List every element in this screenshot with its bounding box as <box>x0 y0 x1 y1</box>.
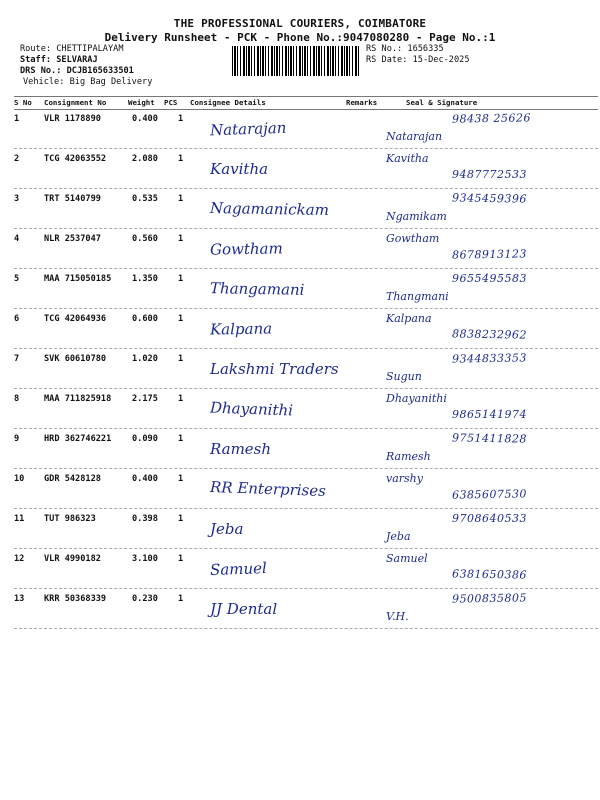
row-weight: 0.400 <box>132 474 158 484</box>
vehicle-value: Big Bag Delivery <box>69 77 153 87</box>
row-sno: 6 <box>14 314 20 324</box>
row-consignment: KRR 50368339 <box>44 594 107 604</box>
row-sno: 8 <box>14 394 20 404</box>
row-sno: 11 <box>14 514 25 524</box>
col-consignee: Consignee Details <box>190 98 266 107</box>
row-consignment: TCG 42064936 <box>44 314 107 324</box>
row-phone-handwritten: 6385607530 <box>451 487 528 502</box>
row-sno: 9 <box>14 434 20 444</box>
table-row <box>14 108 598 149</box>
rs-no-value: 1656335 <box>407 44 444 54</box>
row-pcs: 1 <box>178 394 184 404</box>
row-pcs: 1 <box>178 314 184 324</box>
row-weight: 2.080 <box>132 154 158 164</box>
row-weight: 0.535 <box>132 194 158 204</box>
row-consignment: TRT 5140799 <box>44 194 101 204</box>
rs-date-value: 15-Dec-2025 <box>412 55 470 65</box>
row-pcs: 1 <box>178 234 184 244</box>
col-pcs: PCS <box>164 98 178 107</box>
runsheet-subtitle: Delivery Runsheet - PCK - Phone No.:9047080280 - Page No.:1 <box>104 31 496 44</box>
row-phone-handwritten: 9865141974 <box>452 408 527 421</box>
row-pcs: 1 <box>178 514 184 524</box>
row-pcs: 1 <box>178 594 184 604</box>
row-weight: 0.090 <box>132 434 158 444</box>
row-consignment: VLR 1178890 <box>44 114 101 124</box>
row-pcs: 1 <box>178 154 184 164</box>
row-consignment: MAA 715050185 <box>44 274 112 284</box>
company-title: THE PROFESSIONAL COURIERS, COIMBATORE <box>173 17 427 30</box>
row-weight: 0.398 <box>132 514 158 524</box>
row-signature: Samuel <box>386 552 428 565</box>
table-row <box>14 308 598 349</box>
meta-right <box>366 44 470 66</box>
row-phone-handwritten: 8838232962 <box>451 327 528 342</box>
table-row <box>14 508 598 549</box>
row-signature: Dhayanithi <box>386 392 447 405</box>
row-weight: 1.350 <box>132 274 158 284</box>
table-row <box>14 428 598 469</box>
row-pcs: 1 <box>178 474 184 484</box>
row-phone-handwritten: 9487772533 <box>452 168 527 181</box>
row-consignee-handwritten: Kavitha <box>210 160 269 178</box>
row-signature: Gowtham <box>386 232 440 245</box>
row-weight: 0.600 <box>132 314 158 324</box>
route-value: CHETTIPALAYAM <box>56 44 124 54</box>
row-phone-handwritten: 9751411828 <box>451 431 528 446</box>
row-consignee-handwritten: Lakshmi Traders <box>210 360 339 378</box>
row-signature: Thangmani <box>386 290 449 303</box>
row-sno: 13 <box>14 594 25 604</box>
table-row <box>14 588 598 629</box>
row-phone-handwritten: 9708640533 <box>452 512 527 525</box>
row-signature: varshy <box>386 472 423 485</box>
row-consignee-handwritten: Jeba <box>210 520 244 538</box>
drs-value: DCJB165633501 <box>66 66 134 76</box>
row-sno: 12 <box>14 554 25 564</box>
staff-value: SELVARAJ <box>56 55 98 65</box>
row-consignment: GDR 5428128 <box>44 474 101 484</box>
row-weight: 0.400 <box>132 114 158 124</box>
row-consignment: NLR 2537047 <box>44 234 101 244</box>
table-row <box>14 188 598 229</box>
table-row <box>14 148 598 189</box>
barcode <box>232 46 360 76</box>
row-signature: Kavitha <box>386 152 429 165</box>
row-consignee-handwritten: Ramesh <box>210 440 272 458</box>
table-row <box>14 348 598 389</box>
row-weight: 2.175 <box>132 394 158 404</box>
row-phone-handwritten: 6381650386 <box>451 567 528 582</box>
col-sno: S No <box>14 98 32 107</box>
row-weight: 1.020 <box>132 354 158 364</box>
row-sno: 4 <box>14 234 20 244</box>
table-row <box>14 268 598 309</box>
row-consignment: TUT 986323 <box>44 514 96 524</box>
row-consignee-handwritten: Thangamani <box>209 279 305 299</box>
row-sno: 3 <box>14 194 20 204</box>
row-weight: 3.100 <box>132 554 158 564</box>
row-signature: V.H. <box>386 610 409 623</box>
row-phone-handwritten: 9345459396 <box>451 191 528 206</box>
row-signature: Natarajan <box>386 130 443 143</box>
row-phone-handwritten: 9655495583 <box>452 272 527 285</box>
row-phone-handwritten: 8678913123 <box>451 247 528 262</box>
rs-date-line: RS Date: 15-Dec-2025 <box>366 55 470 65</box>
row-sno: 2 <box>14 154 20 164</box>
row-pcs: 1 <box>178 114 184 124</box>
drs-line: DRS No.: DCJB165633501 <box>20 66 134 76</box>
table-row <box>14 388 598 429</box>
row-phone-handwritten: 9344833353 <box>451 351 528 366</box>
row-signature: Sugun <box>386 370 422 383</box>
row-pcs: 1 <box>178 274 184 284</box>
table-row <box>14 468 598 509</box>
row-signature: Jeba <box>386 530 411 543</box>
rs-no-line: RS No.: 1656335 <box>366 44 444 54</box>
col-weight: Weight <box>128 98 155 107</box>
row-signature: Kalpana <box>386 312 432 325</box>
row-consignment: TCG 42063552 <box>44 154 107 164</box>
col-remarks: Remarks <box>346 98 378 107</box>
table-row <box>14 548 598 589</box>
staff-line: Staff: SELVARAJ <box>20 55 98 65</box>
row-consignee-handwritten: JJ Dental <box>210 600 278 618</box>
row-sno: 1 <box>14 114 20 124</box>
meta-left <box>20 44 152 88</box>
row-phone-handwritten: 98438 25626 <box>451 111 532 126</box>
row-consignment: VLR 4990182 <box>44 554 101 564</box>
row-consignment: SVK 60610780 <box>44 354 107 364</box>
row-phone-handwritten: 9500835805 <box>451 591 528 606</box>
row-consignee-handwritten: Kalpana <box>209 319 273 339</box>
row-consignment: MAA 711825918 <box>44 394 112 404</box>
row-consignee-handwritten: Nagamanickam <box>209 198 330 220</box>
row-signature: Ramesh <box>386 450 431 463</box>
col-consignment: Consignment No <box>44 98 107 107</box>
route-line: Route: CHETTIPALAYAM <box>20 44 124 54</box>
row-weight: 0.560 <box>132 234 158 244</box>
table-row <box>14 228 598 269</box>
col-signature: Seal & Signature <box>406 98 478 107</box>
row-consignee-handwritten: RR Enterprises <box>209 477 327 501</box>
row-pcs: 1 <box>178 354 184 364</box>
row-signature: Ngamikam <box>386 210 447 223</box>
row-pcs: 1 <box>178 554 184 564</box>
row-consignment: HRD 362746221 <box>44 434 112 444</box>
row-consignee-handwritten: Natarajan <box>209 118 287 140</box>
row-sno: 10 <box>14 474 25 484</box>
row-pcs: 1 <box>178 194 184 204</box>
row-weight: 0.230 <box>132 594 158 604</box>
row-consignee-handwritten: Dhayanithi <box>209 398 294 420</box>
vehicle-line: Vehicle: Big Bag Delivery <box>23 77 153 87</box>
row-sno: 5 <box>14 274 20 284</box>
row-consignee-handwritten: Samuel <box>209 559 268 579</box>
row-sno: 7 <box>14 354 20 364</box>
row-consignee-handwritten: Gowtham <box>209 239 283 259</box>
row-pcs: 1 <box>178 434 184 444</box>
